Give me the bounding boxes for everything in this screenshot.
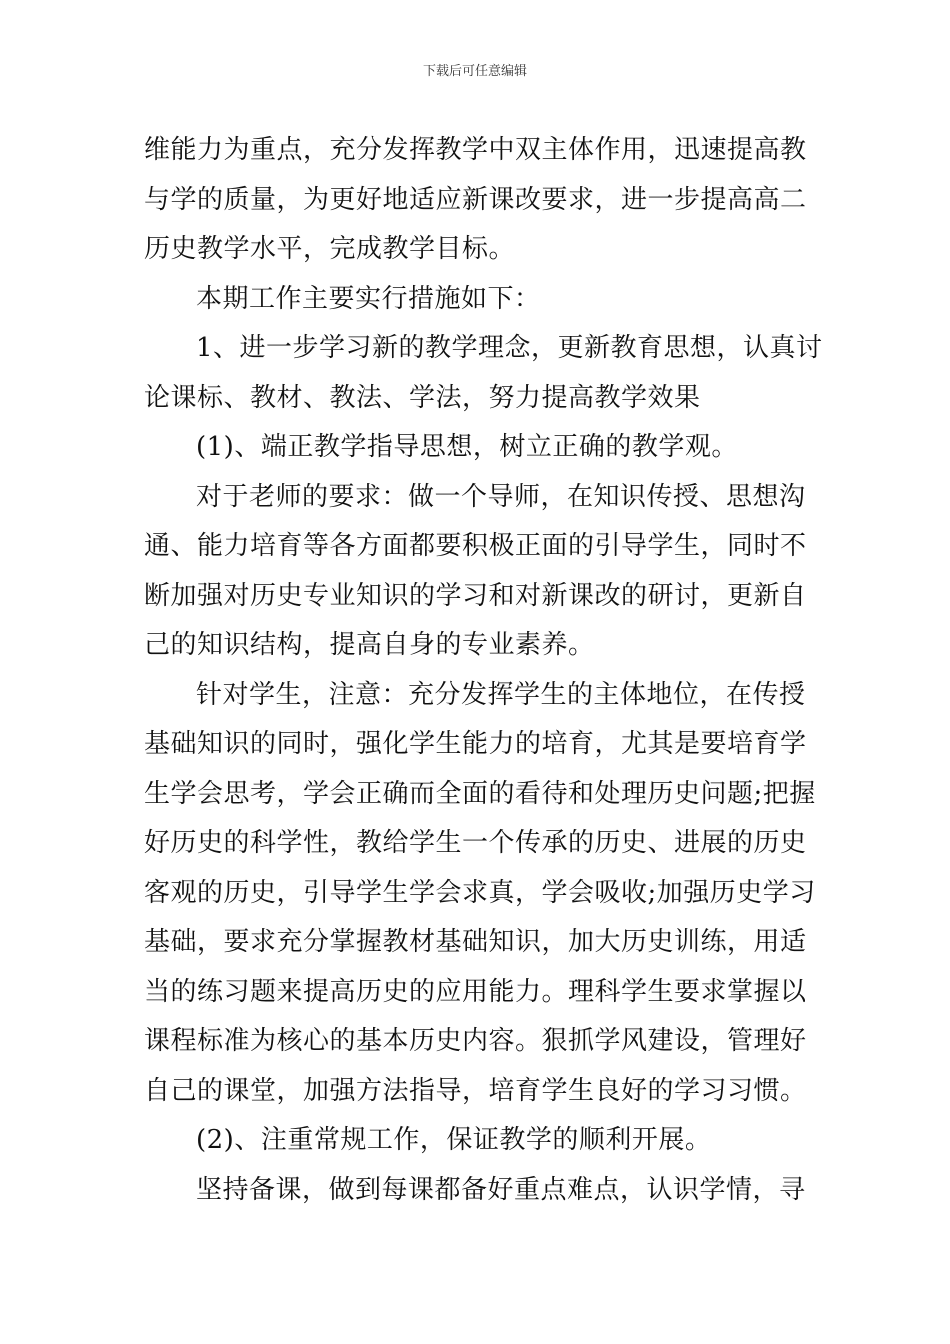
text-line: 生学会思考，学会正确而全面的看待和处理历史问题;把握 [144,778,816,809]
text-line: 客观的历史，引导学生学会求真，学会吸收;加强历史学习 [144,877,816,908]
text-line: 断加强对历史专业知识的学习和对新课改的研讨，更新自 [144,580,807,611]
text-line: 历史教学水平，完成教学目标。 [144,234,516,264]
text-line: 基础，要求充分掌握教材基础知识，加大历史训练，用适 [144,927,807,957]
text-line: 坚持备课，做到每课都备好重点难点，认识学情，寻 [196,1174,806,1205]
text-line: 己的知识结构，提高自身的专业素养。 [144,630,595,660]
document-body [144,126,823,1215]
text-line: 本期工作主要实行措施如下： [196,283,541,314]
text-line: 与学的质量，为更好地适应新课改要求，进一步提高高二 [144,184,807,215]
text-line: 1、进一步学习新的教学理念，更新教育思想，认真讨 [196,333,823,363]
text-line: 维能力为重点，充分发挥教学中双主体作用，迅速提高教 [144,135,807,165]
text-line: 针对学生，注意：充分发挥学生的主体地位，在传授 [196,679,806,710]
text-line: 当的练习题来提高历史的应用能力。理科学生要求掌握以 [144,976,807,1007]
text-line: 自己的课堂，加强方法指导，培育学生良好的学习习惯。 [144,1075,807,1106]
text-line: 好历史的科学性，教给学生一个传承的历史、进展的历史 [144,828,807,858]
text-line: 论课标、教材、教法、学法，努力提高教学效果 [144,382,701,413]
text-line: 对于老师的要求：做一个导师，在知识传授、思想沟 [196,481,806,512]
text-line: 课程标准为核心的基本历史内容。狠抓学风建设，管理好 [144,1026,807,1056]
page-header: 下载后可任意编辑 [422,64,527,79]
text-line: (2)、注重常规工作，保证教学的顺利开展。 [196,1125,712,1155]
text-line: 基础知识的同时，强化学生能力的培育，尤其是要培育学 [144,729,807,759]
text-line: 通、能力培育等各方面都要积极正面的引导学生，同时不 [144,531,807,561]
text-line: (1)、端正教学指导思想，树立正确的教学观。 [196,432,738,462]
